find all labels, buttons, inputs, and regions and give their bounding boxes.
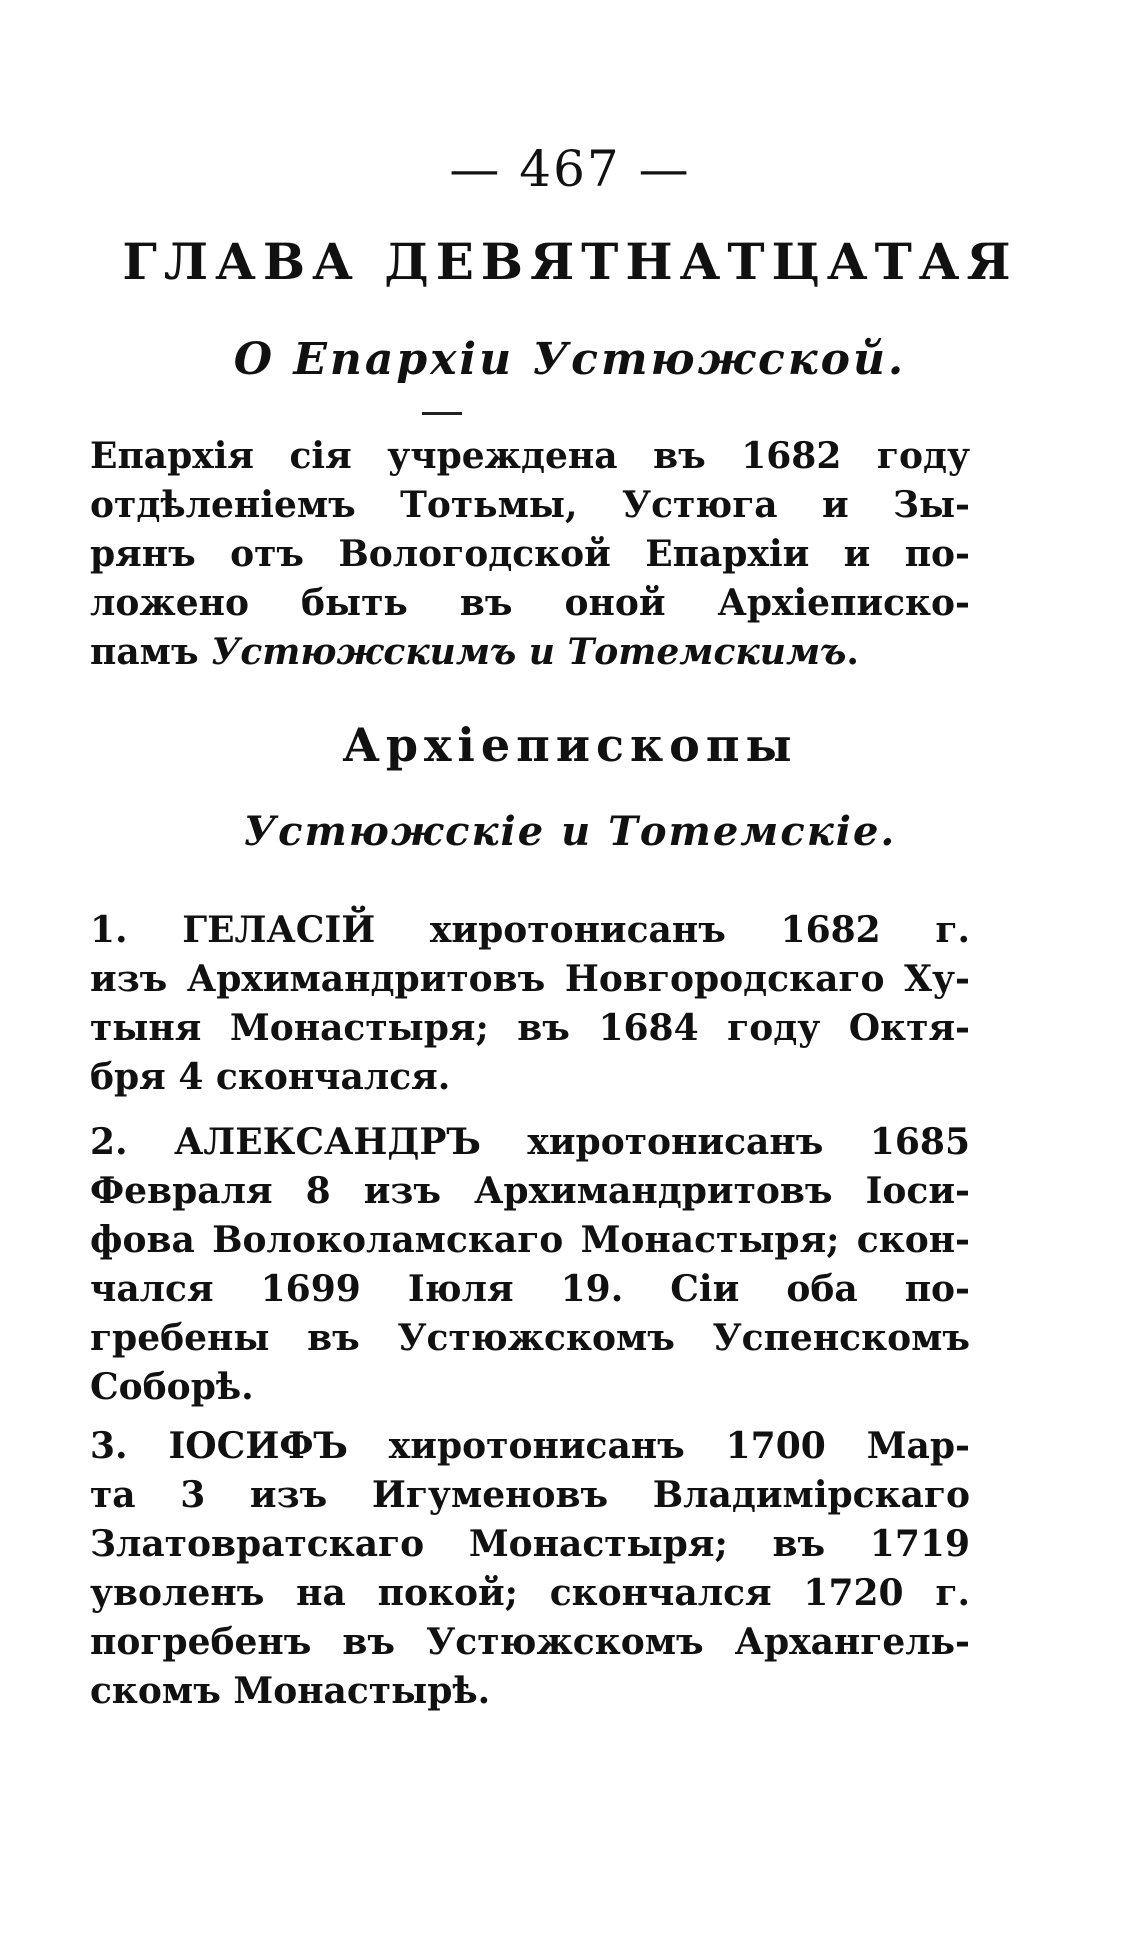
text-line: тыня Монастыря; въ 1684 году Октя- [90,1007,970,1049]
section-heading: Архіепископы [342,718,798,772]
text-line: чался 1699 Іюля 19. Сіи оба по- [90,1268,970,1310]
text-line: погребенъ въ Устюжскомъ Архангель- [90,1621,970,1663]
text-line: изъ Архимандритовъ Новгородскаго Ху- [90,958,970,1000]
text-line: Февраля 8 изъ Архимандритовъ Іоси- [90,1170,970,1212]
text-line: рянъ отъ Вологодской Епархіи и по- [90,533,970,575]
section-subheading: Устюжскіе и Тотемскіе. [243,808,897,855]
chapter-subtitle: О Епархіи Устюжской. [233,334,907,385]
text-run: . [846,631,859,673]
italic-text-run: Устюжскимъ и Тотемскимъ [211,631,847,673]
text-line: ложено быть въ оной Архіеписко- [90,582,970,624]
text-line: уволенъ на покой; скончался 1720 г. [90,1572,970,1614]
text-line: фова Волоколамскаго Монастыря; скон- [90,1219,970,1261]
chapter-title: ГЛАВА ДЕВЯТНАТЦАТАЯ [122,232,1018,291]
text-line: 2. АЛЕКСАНДРЪ хиротонисанъ 1685 [90,1121,970,1163]
text-line: Златовратскаго Монастыря; въ 1719 [90,1523,970,1565]
text-line: Соборѣ. [90,1366,254,1408]
text-line: 3. ІОСИФЪ хиротонисанъ 1700 Мар- [90,1425,970,1467]
text-line: бря 4 скончался. [90,1056,451,1098]
page-number: — 467 — [449,140,691,198]
entry-paragraph [90,906,970,1102]
text-line: отдѣленіемъ Тотьмы, Устюга и Зы- [90,484,970,526]
entry-paragraph [90,1118,970,1412]
text-line: гребены въ Устюжскомъ Успенскомъ [90,1317,970,1359]
text-line: скомъ Монастырѣ. [90,1670,491,1712]
text-line: Епархія сія учреждена въ 1682 году [90,435,970,477]
text-line: та 3 изъ Игуменовъ Владимірскаго [90,1474,970,1516]
text-line [90,628,970,677]
text-run: памъ [90,631,212,673]
ornamental-divider [422,412,462,415]
text-line: 1. ГЕЛАСІЙ хиротонисанъ 1682 г. [90,909,970,951]
entry-paragraph [90,1422,970,1716]
intro-paragraph [90,432,970,677]
